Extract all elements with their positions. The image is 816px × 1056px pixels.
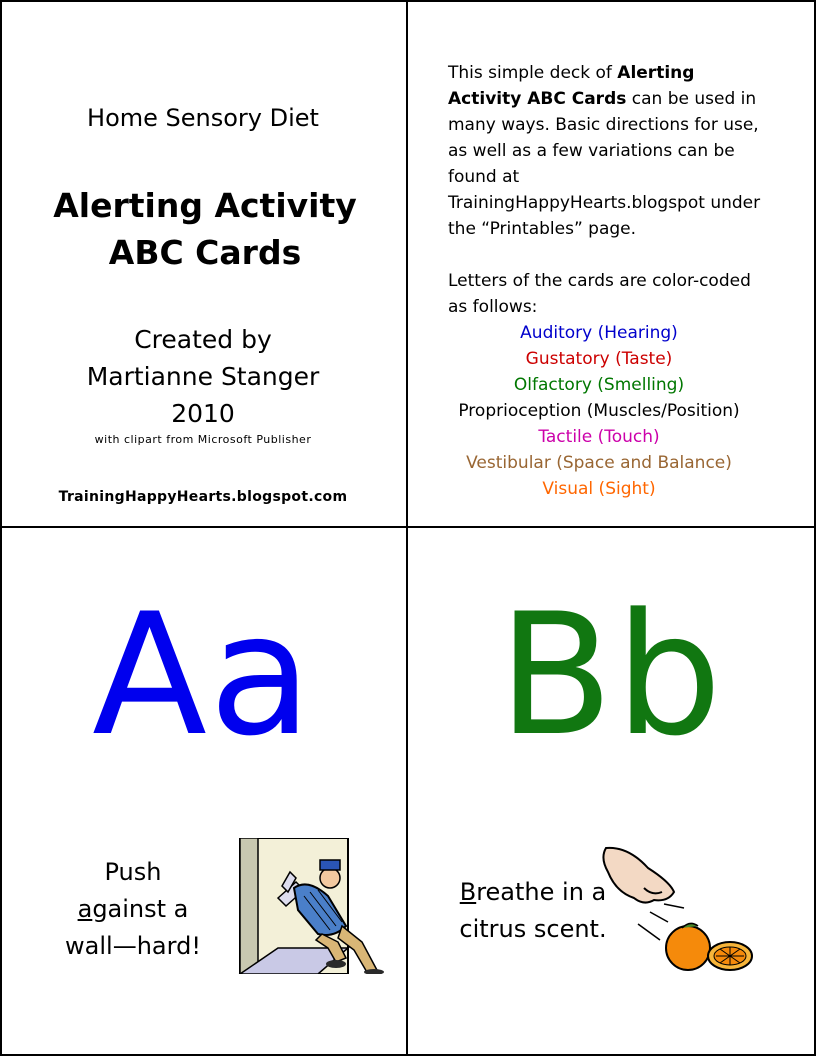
- color-code-item: Auditory (Hearing): [520, 323, 678, 343]
- color-code-intro: Letters of the cards are color-coded as follows:: [448, 271, 751, 317]
- deck-title-line2: ABC Cards: [108, 233, 302, 272]
- card-b-key-letter: B: [459, 878, 477, 906]
- card-b-letters: Bb: [498, 577, 724, 773]
- card-b: [408, 528, 814, 1056]
- deck-title-line1: Alerting Activity: [53, 186, 357, 225]
- color-code-item: Tactile (Touch): [538, 427, 660, 447]
- title-card: [0, 0, 406, 526]
- deck-name-bold: Alerting Activity ABC Cards: [448, 63, 695, 109]
- directions-paragraph: [448, 60, 768, 242]
- card-a-key-letter: a: [77, 895, 93, 923]
- card-a-line3: wall—hard!: [65, 932, 201, 960]
- color-code-item: Olfactory (Smelling): [513, 375, 685, 395]
- created-by-label: Created by: [134, 325, 272, 354]
- color-code-item: Proprioception (Muscles/Position): [458, 401, 740, 421]
- clipart-credit: with clipart from Microsoft Publisher: [94, 433, 312, 446]
- card-a-activity: [48, 854, 218, 965]
- card-b-line1-rest: reathe in a: [476, 878, 607, 906]
- website-url: TrainingHappyHearts.blogspot.com: [58, 489, 348, 505]
- author-name: Martianne Stanger: [86, 362, 320, 391]
- deck-title: [0, 182, 410, 276]
- color-code-item: Gustatory (Taste): [525, 349, 673, 369]
- year: 2010: [171, 399, 235, 428]
- directions-text-end: can be used in many ways. Basic directions for use, as well as a few variations can be found at TrainingHappyHearts.blogspot under the “Printables” page.: [448, 89, 761, 239]
- directions-text-start: This simple deck of: [448, 63, 618, 83]
- man-pushing-wall-icon: [238, 838, 386, 974]
- card-a-letters: Aa: [92, 577, 314, 773]
- card-b-line2: citrus scent.: [459, 915, 607, 943]
- card-a-line2: [48, 891, 218, 928]
- card-a-line1: Push: [104, 858, 162, 886]
- nose-smelling-orange-icon: [598, 842, 758, 974]
- color-code-list: [408, 320, 790, 502]
- card-a: [0, 528, 406, 1056]
- deck-subtitle: Home Sensory Diet: [87, 104, 319, 132]
- color-code-item: Vestibular (Space and Balance): [466, 453, 732, 473]
- color-code-item: Visual (Sight): [542, 479, 656, 499]
- credits: [0, 321, 406, 432]
- card-a-line2-rest: gainst a: [92, 895, 189, 923]
- info-card: [408, 0, 816, 526]
